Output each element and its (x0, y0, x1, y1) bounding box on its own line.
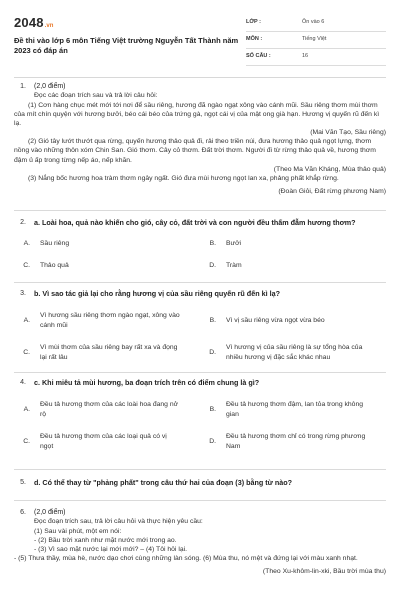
divider (14, 282, 386, 283)
option-letter: C. (23, 262, 30, 270)
meta-label: SỐ CÂU : (246, 53, 271, 60)
question-number: 3. (20, 290, 26, 297)
option-d[interactable] (200, 255, 386, 277)
option-c[interactable] (14, 426, 200, 458)
option-c[interactable] (14, 337, 200, 369)
option-text: Bưởi (226, 240, 242, 248)
meta-value: Tiếng Việt (302, 36, 327, 43)
passage-1-source: (Mai Văn Tạo, Sầu riêng) (310, 129, 386, 137)
option-text: Sầu riêng (40, 240, 70, 248)
option-letter: C. (23, 349, 30, 357)
meta-value: 16 (302, 53, 309, 60)
option-letter: C. (23, 438, 30, 446)
question-number: 4. (20, 379, 26, 386)
question-1 (14, 82, 386, 196)
option-letter: D. (209, 438, 216, 446)
meta-label: LỚP : (246, 19, 261, 26)
question-6 (14, 508, 386, 576)
option-text: Vì hương vị của sầu riêng là sự tổng hòa của nhiều hương vị đặc sắc khác nhau (226, 344, 363, 361)
option-letter: B. (209, 240, 216, 248)
meta-row-subject (246, 32, 386, 49)
option-letter: A. (23, 406, 30, 414)
page-header (14, 0, 386, 78)
header-left (14, 14, 246, 77)
option-a[interactable] (14, 233, 200, 255)
option-letter: A. (23, 317, 30, 325)
option-letter: D. (209, 262, 216, 270)
meta-table (246, 15, 386, 77)
passage-line: - (2) Bầu trời xanh như mặt nước mới trong ao. (34, 536, 177, 544)
question-3 (14, 289, 386, 299)
passage-line: (1) Sau vài phút, một em nói: (34, 527, 122, 535)
option-text: Vì vị sầu riêng vừa ngọt vừa béo (226, 317, 325, 325)
points-label: (2,0 điểm) (34, 509, 66, 516)
option-text: Đều tả hương thơm của các loài hoa đang nở rộ (40, 401, 179, 418)
question-number: 5. (20, 479, 26, 486)
option-b[interactable] (200, 394, 386, 426)
option-letter: A. (23, 240, 30, 248)
options-q3 (14, 305, 386, 369)
option-text: Đều tả hương thơm chỉ có trong rừng phương Nam (226, 433, 366, 450)
divider (14, 500, 386, 501)
option-text: Đều tả hương thơm của các loại quả có vị ngọt (40, 433, 167, 450)
passage-3-source: (Đoàn Giỏi, Đất rừng phương Nam) (278, 188, 386, 196)
question-2 (14, 218, 386, 228)
divider (14, 469, 386, 470)
options-q2 (14, 233, 386, 277)
option-text: Tràm (226, 262, 242, 270)
question-text: a. Loài hoa, quả nào khiến cho gió, cây cỏ, đất trời và con người đều thấm đẫm hương thơm? (34, 218, 356, 227)
page-title: Đề thi vào lớp 6 môn Tiếng Việt trường Nguyễn Tất Thành năm 2023 có đáp án (14, 35, 239, 56)
option-text: Vì hương sầu riêng thơm ngào ngạt, xông vào cánh mũi (40, 312, 180, 329)
brand-logo[interactable] (14, 14, 246, 32)
reading-intro: Đọc các đoạn trích sau và trả lời câu hỏi: (34, 92, 158, 100)
question-5 (14, 478, 386, 488)
passage-source: (Theo Xu-khôm-lin-xki, Bầu trời mùa thu) (262, 568, 386, 576)
option-letter: B. (209, 406, 216, 414)
option-letter: D. (209, 349, 216, 357)
divider (14, 210, 386, 211)
option-a[interactable] (14, 394, 200, 426)
option-text: Thảo quả (40, 262, 69, 270)
options-q4 (14, 394, 386, 458)
question-text: b. Vì sao tác giả lại cho rằng hương vị của sầu riêng quyến rũ đến kì lạ? (34, 289, 280, 298)
passage-line: - (5) Thưa thầy, mùa hè, nước dạo chơi cùng những làn sóng. (6) Mùa thu, nó mệt và đứng lại với màu xanh nhạt. (14, 555, 358, 563)
meta-value: Ôn vào 6 (302, 19, 325, 26)
option-b[interactable] (200, 233, 386, 255)
option-d[interactable] (200, 337, 386, 369)
option-letter: B. (209, 317, 216, 325)
question-number: 6. (20, 509, 26, 516)
reading-intro: Đọc đoạn trích sau, trả lời câu hỏi và thực hiện yêu cầu: (34, 518, 203, 526)
meta-row-count (246, 49, 386, 66)
question-number: 2. (20, 219, 26, 226)
divider (14, 372, 386, 373)
question-4 (14, 378, 386, 388)
passage-2-source: (Theo Ma Văn Kháng, Mùa thảo quả) (273, 165, 386, 173)
option-text: Đều tả hương thơm đậm, lan tỏa trong không gian (226, 401, 364, 418)
passage-line: - (3) Vì sao mặt nước lại mới mới? – (4) Tôi hỏi lại. (34, 545, 188, 553)
option-a[interactable] (14, 305, 200, 337)
passage-3: (3) Nắng bốc hương hoa tràm thơm ngây ngất. Gió đưa mùi hương ngọt lan xa, phảng phất khắp rừng. (28, 174, 339, 182)
question-text: d. Có thể thay từ "phảng phất" trong câu thứ hai của đoạn (3) bằng từ nào? (34, 478, 293, 487)
option-b[interactable] (200, 305, 386, 337)
points-label: (2,0 điểm) (34, 83, 66, 90)
option-c[interactable] (14, 255, 200, 277)
meta-row-class (246, 15, 386, 32)
passage-2: (2) Gió tây lướt thướt qua rừng, quyến hương thảo quả đi, rải theo triền núi, đưa hương thảo quả ngọt lựng, thơm nồng vào những thôn xóm Chin San. Gió thơm. Cây cỏ thơm. Đất trời thơm. Người đi từ rừng thảo quả về, hương thơm đậm ủ ấp trong từng nếp áo, nếp khăn. (14, 138, 376, 164)
logo-text: 2048 (14, 15, 44, 30)
logo-tld: .vn (44, 23, 54, 29)
option-d[interactable] (200, 426, 386, 458)
option-text: Vì mùi thơm của sầu riêng bay rất xa và đọng lại rất lâu (40, 344, 178, 361)
question-number: 1. (20, 83, 26, 90)
meta-label: MÔN : (246, 36, 263, 43)
passage-1: (1) Cơn hàng chục mét mới tới nơi để sầu riêng, hương đã ngào ngạt xông vào cánh mũi. Sầu riêng thơm mùi thơm của mít chín quyện với hương bưởi, béo cái béo của trứng gà, ngọt cái vị của mật ong già hạn. Hương vị quyến rũ đến kì lạ. (14, 101, 380, 127)
question-text: c. Khi miêu tả mùi hương, ba đoạn trích trên có điểm chung là gì? (34, 378, 260, 387)
